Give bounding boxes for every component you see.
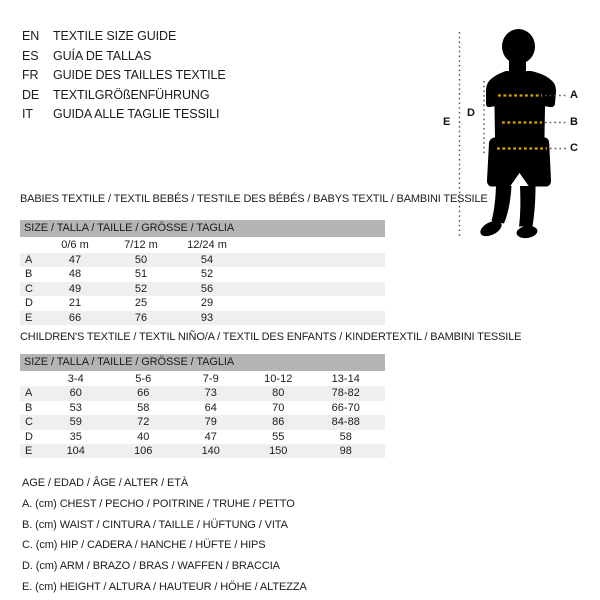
table-row xyxy=(20,296,385,311)
row-label: B xyxy=(25,401,33,414)
children-table-title: CHILDREN'S TEXTILE / TEXTIL NIÑO/A / TEXTIL DES ENFANTS / KINDERTEXTIL / BAMBINI TESSILE xyxy=(20,331,522,343)
size-value: 80 xyxy=(272,387,285,400)
size-value: 52 xyxy=(134,282,148,295)
size-value: 98 xyxy=(339,444,352,457)
size-value: 58 xyxy=(137,401,150,414)
size-value: 84-88 xyxy=(331,416,360,429)
size-value: 21 xyxy=(68,297,82,309)
language-row-de xyxy=(22,86,226,106)
table-row xyxy=(20,386,385,400)
corner-cell xyxy=(20,238,42,253)
size-value: 54 xyxy=(200,253,214,266)
size-value: 93 xyxy=(200,311,214,324)
size-value: 56 xyxy=(200,282,214,295)
size-value: 86 xyxy=(272,416,285,429)
size-value: 104 xyxy=(66,444,85,457)
language-list xyxy=(22,27,226,125)
size-header-bar: SIZE / TALLA / TAILLE / GRÖSSE / TAGLIA xyxy=(20,220,385,237)
size-value: 64 xyxy=(204,401,217,414)
column-header: 5-6 xyxy=(135,373,152,385)
language-code: DE xyxy=(22,87,40,102)
language-row-it xyxy=(22,105,226,125)
row-label: C xyxy=(25,282,33,295)
size-value: 55 xyxy=(272,430,285,443)
size-value: 76 xyxy=(134,311,148,324)
measure-label-c: C xyxy=(570,141,578,154)
child-silhouette xyxy=(478,29,556,239)
head-shape xyxy=(502,29,535,64)
measure-label-d: D xyxy=(467,107,475,119)
size-value: 59 xyxy=(69,416,82,429)
size-value: 66-70 xyxy=(331,401,360,414)
row-label: D xyxy=(25,430,33,443)
size-value: 140 xyxy=(201,444,220,457)
size-value: 47 xyxy=(204,430,217,443)
table-row xyxy=(20,253,385,268)
table-row xyxy=(20,415,385,429)
table-row xyxy=(20,311,385,326)
size-value: 106 xyxy=(134,444,153,457)
language-row-es xyxy=(22,47,226,67)
size-value: 66 xyxy=(137,387,150,400)
table-row xyxy=(20,444,385,458)
column-header: 3-4 xyxy=(67,373,84,385)
size-value: 66 xyxy=(68,311,82,324)
legend-height: E. (cm) HEIGHT / ALTURA / HAUTEUR / HÖHE / ALTEZZA xyxy=(22,580,307,593)
language-label: TEXTILGRÖßENFÜHRUNG xyxy=(53,87,210,102)
column-header: 10-12 xyxy=(264,373,293,385)
left-leg-shape xyxy=(492,186,512,224)
column-header-row xyxy=(20,238,385,253)
legend-hip: C. (cm) HIP / CADERA / HANCHE / HÜFTE / HIPS xyxy=(22,539,266,552)
column-header-row xyxy=(20,372,385,386)
language-row-fr xyxy=(22,66,226,86)
row-label: C xyxy=(25,416,33,429)
row-label: E xyxy=(25,444,33,457)
column-header: 12/24 m xyxy=(187,239,227,251)
shorts-shape xyxy=(487,138,551,187)
measure-label-b: B xyxy=(570,116,578,128)
tshirt-shape xyxy=(486,71,556,138)
language-label: GUIDE DES TAILLES TEXTILE xyxy=(53,68,226,83)
size-value: 48 xyxy=(68,268,82,280)
size-value: 72 xyxy=(137,416,150,429)
size-value: 53 xyxy=(69,401,82,414)
legend-age: AGE / EDAD / ÂGE / ALTER / ETÀ xyxy=(22,477,189,489)
row-label: B xyxy=(25,268,33,280)
language-label: TEXTILE SIZE GUIDE xyxy=(53,29,177,43)
legend-arm: D. (cm) ARM / BRAZO / BRAS / WAFFEN / BRACCIA xyxy=(22,560,280,573)
size-value: 150 xyxy=(269,444,288,457)
neck-shape xyxy=(509,58,526,73)
right-leg-shape xyxy=(519,186,536,227)
size-value: 73 xyxy=(204,387,217,400)
row-label: D xyxy=(25,297,33,309)
table-row xyxy=(20,267,385,282)
column-header: 7/12 m xyxy=(124,239,158,251)
size-value: 50 xyxy=(134,253,148,266)
corner-cell xyxy=(20,372,42,386)
legend-waist: B. (cm) WAIST / CINTURA / TAILLE / HÜFTUNG / VITA xyxy=(22,518,288,531)
size-value: 79 xyxy=(204,416,217,429)
column-header: 13-14 xyxy=(331,373,360,385)
size-value: 35 xyxy=(69,430,82,443)
size-value: 47 xyxy=(68,253,82,266)
table-row xyxy=(20,282,385,297)
size-value: 60 xyxy=(69,387,82,400)
legend-chest: A. (cm) CHEST / PECHO / POITRINE / TRUHE / PETTO xyxy=(22,497,295,510)
size-value: 51 xyxy=(134,268,148,280)
size-header-bar: SIZE / TALLA / TAILLE / GRÖSSE / TAGLIA xyxy=(20,354,385,371)
size-value: 29 xyxy=(200,297,214,309)
size-value: 25 xyxy=(134,297,148,309)
size-value: 52 xyxy=(200,268,214,280)
row-label: A xyxy=(25,253,33,266)
table-row xyxy=(20,430,385,444)
language-code: ES xyxy=(22,48,39,63)
measure-label-e: E xyxy=(443,115,451,128)
measurement-legend xyxy=(22,473,307,598)
measure-label-a: A xyxy=(570,89,578,101)
language-row-en xyxy=(22,27,226,47)
column-header: 7-9 xyxy=(202,373,219,385)
language-code: IT xyxy=(22,107,33,122)
column-header: 0/6 m xyxy=(61,239,89,251)
language-label: GUIDA ALLE TAGLIE TESSILI xyxy=(53,107,220,122)
children-size-table xyxy=(20,354,385,458)
size-value: 40 xyxy=(137,430,150,443)
size-value: 78-82 xyxy=(331,387,360,400)
size-value: 70 xyxy=(272,401,285,414)
language-code: EN xyxy=(22,29,40,43)
babies-table-title: BABIES TEXTILE / TEXTIL BEBÉS / TESTILE DES BÉBÉS / BABYS TEXTIL / BAMBINI TESSILE xyxy=(20,193,488,205)
language-label: GUÍA DE TALLAS xyxy=(53,48,152,63)
row-label: A xyxy=(25,387,33,400)
right-foot-shape xyxy=(516,225,538,240)
row-label: E xyxy=(25,311,33,324)
table-row xyxy=(20,401,385,415)
babies-size-table xyxy=(20,220,385,325)
language-code: FR xyxy=(22,68,39,83)
size-value: 49 xyxy=(68,282,82,295)
size-value: 58 xyxy=(339,430,352,443)
left-foot-shape xyxy=(478,218,504,240)
